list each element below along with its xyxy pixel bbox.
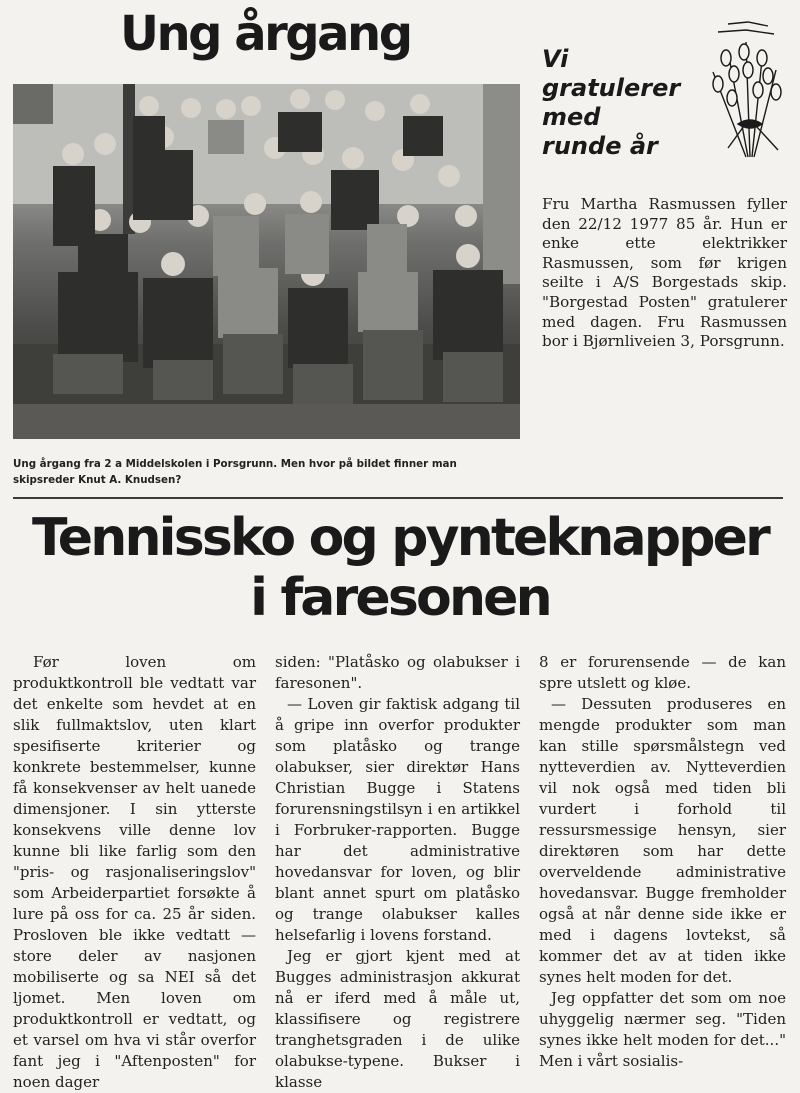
main-headline <box>0 508 800 628</box>
article-paragraph: Jeg er gjort kjent med at Bugges administrasjon akkurat nå er iferd med å måle ut, klassifisere og registrere tranghetsgraden i de ulike olabukse-typene. Bukser i klasse <box>275 947 520 1091</box>
article-paragraph: — Loven gir faktisk adgang til å gripe inn overfor produkter som platåsko og trange olabukser, sier direktør Hans Christian Bugge i Statens forurensningstilsyn i en artikkel i Forbruker-rapporten. Bugge har det administrative hovedansvar for loven, og blir blant annet spurt om platåsko og trange olabukser kalles helsefarlig i lovens forstand. <box>275 695 520 944</box>
top-headline: Ung årgang <box>120 6 411 62</box>
article-column-2 <box>275 652 520 1093</box>
section-divider <box>13 497 783 499</box>
main-headline-line-2: i faresonen <box>250 568 550 628</box>
flower-bouquet-icon <box>688 12 788 162</box>
article-paragraph: — Dessuten produseres en mengde produkter som man kan stille spørsmålstegn ved nytteverdien av. Nytteverdien vil nok også med tiden bli vurdert i forhold til ressursmessige hensyn, sier direktøren som har dette overveldende administrative hovedansvar. Bugge fremholder også at når denne side ikke er med i dagens lovtekst, så kommer det av at tiden ikke synes helt moden for det. <box>539 695 786 986</box>
class-photo <box>13 84 520 439</box>
main-headline-line-1: Tennissko og pynteknapper <box>32 508 768 568</box>
article-paragraph: Jeg oppfatter det som om noe uhyggelig nærmer seg. "Tiden synes ikke helt moden for det..." Men i vårt sosialis- <box>539 989 786 1070</box>
article-column-3 <box>539 652 786 1072</box>
article-paragraph: 8 er forurensende — de kan spre utslett og kløe. <box>539 653 786 692</box>
photo-caption: Ung årgang fra 2 a Middelskolen i Porsgrunn. Men hvor på bildet finner man skipsreder Knut A. Knudsen? <box>13 458 457 486</box>
congrats-text: Fru Martha Rasmussen fyller den 22/12 1977 85 år. Hun er enke ette elektrikker Rasmussen, som før krigen seilte i A/S Borgestads skip. "Borgestad Posten" gratulerer med dagen. Fru Rasmussen bor i Bjørnliveien 3, Porsgrunn. <box>542 195 787 351</box>
article-paragraph: Før loven om produktkontroll ble vedtatt var det enkelte som hevdet at en slik fullmaktslov, uten klart spesifiserte kriterier og konkrete bestemmelser, kunne få konsekvenser av helt uanede dimensjoner. I sin ytterste konsekvens ville denne lov kunne bli like farlig som den "pris- og rasjonaliseringslov" som Arbeiderpartiet forsøkte å lure på oss for ca. 25 år siden. Prosloven ble ikke vedtatt — store deler av nasjonen mobiliserte og sa NEI så det ljomet. Men loven om produktkontroll er vedtatt, og et varsel om hva vi står overfor fant jeg i "Aftenposten" for noen dager <box>13 653 256 1091</box>
congrats-heading: Vi gratulerer med runde år <box>542 45 681 160</box>
article-column-1 <box>13 652 256 1093</box>
article-paragraph: siden: "Platåsko og olabukser i faresonen". <box>275 653 520 692</box>
